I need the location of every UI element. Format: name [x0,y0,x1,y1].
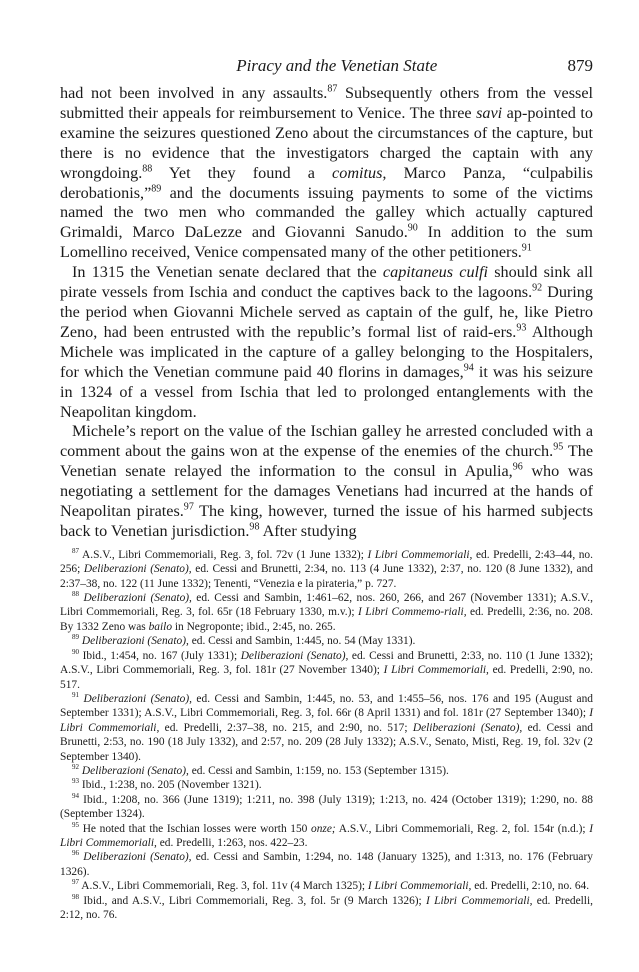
footnote [60,764,593,778]
text-run: ap-pointed to examine the seizures questioned Zeno about the circumstances of the capture, but there is no evidence that the investigators charged the captain with any wrongdoing. [60,103,593,182]
note-reference: 87 [327,83,338,95]
text-run: ed. Cessi and Sambin, 1:159, no. 153 (September 1315). [188,764,449,777]
text-run: ed. Predelli, 2:10, no. 64. [471,880,590,893]
text-run: and the documents issuing payments to some of the victims named the two men who commanded the galley which actually captured Grimaldi, Marco DaLezze and Giovanni Sanudo. [60,183,593,242]
note-reference: 95 [553,441,564,453]
italic-text: capitaneus culfi [382,263,489,282]
footnotes [60,548,593,923]
note-reference: 88 [72,590,80,599]
text-run: Ibid., and A.S.V., Libri Commemoriali, Reg. 3, fol. 5r (9 March 1326); [79,894,427,907]
text-run: ed. Predelli, 2:36, no. 208. By 1332 Zeno was [60,606,594,633]
footnote [60,591,593,634]
text-run: ed. Cessi and Sambin, 1:294, no. 148 (January 1325), and 1:313, no. 176 (February 1326). [60,851,593,878]
note-reference: 98 [72,892,80,901]
italic-text: onze; [311,822,336,835]
note-reference: 96 [512,461,523,473]
text-run: ed. Predelli, 2:90, no. 517. [60,664,593,691]
text-run: ed. Cessi and Sambin, 1:445, no. 53, and 1:455–56, nos. 176 and 195 (August and September 1331); A.S.V., Libri Commemoriali, Reg. 3, fol. 66r (8 April 1331) and fol. 181r (27 September 1340); [60,692,593,720]
note-reference: 97 [183,501,194,513]
footnote [60,894,593,923]
italic-text: Deliberazioni (Senato), [83,851,192,864]
note-reference: 90 [72,647,80,656]
italic-text: I Libri Commemoriali, [60,707,593,734]
footnote [60,793,593,822]
italic-text: bailo [148,620,173,633]
italic-text: I Libri Commemoriali, [383,664,489,677]
text-run: ed. Cessi and Brunetti, 2:53, no. 190 (18 July 1332), and 2:57, no. 209 (28 July 1332); A.S.V., Senato, Misti, Reg. 19, fol. 32v (2 September 1340). [60,721,593,763]
note-reference: 98 [249,521,260,533]
text-run: He noted that the Ischian losses were worth 150 [79,822,312,835]
italic-text: Deliberazioni (Senato), [240,649,349,662]
text-run: ed. Cessi and Brunetti, 2:34, no. 113 (4 June 1332), 2:37, no. 120 (8 June 1332), and 2:37–38, no. 122 (11 June 1332); Tenenti, “Venezia e la pirateria,” p. 727. [60,563,593,590]
italic-text: I Libri Commemo-riali, [358,606,467,619]
text-run: In 1315 the Venetian senate declared that the [72,263,383,282]
italic-text: Deliberazioni (Senato), [81,764,189,777]
body-text [60,84,593,542]
text-run: ed. Predelli, 2:12, no. 76. [60,894,593,921]
text-run: Ibid., 1:208, no. 366 (June 1319); 1:211, no. 398 (July 1319); 1:213, no. 424 (October 1319); 1:290, no. 88 (September 1324). [60,793,593,821]
text-run: The Venetian senate relayed the information to the consul in Apulia, [60,442,594,481]
text-run: Ibid., 1:238, no. 205 (November 1321). [79,779,262,792]
text-run: ed. Cessi and Sambin, 1:445, no. 54 (May 1331). [188,635,416,648]
italic-text: comitus, [332,163,387,182]
text-run: should sink all pirate vessels from Ischia and conduct the captives back to the lagoons. [60,263,593,302]
note-reference: 95 [72,820,80,829]
text-run: A.S.V., Libri Commemoriali, Reg. 2, fol. 154r (n.d.); [335,822,590,835]
text-run: After studying [259,521,357,540]
text-run: A.S.V., Libri Commemoriali, Reg. 3, fol. 11v (4 March 1325); [79,880,368,893]
running-head [60,56,593,82]
page-number: 879 [567,56,593,75]
text-run: Subsequently others from the vessel submitted their appeals for reimbursement to Venice. The three [60,84,593,122]
text-run: ed. Predelli, 1:263, nos. 422–23. [156,836,308,849]
note-reference: 97 [72,878,80,887]
text-run: who was negotiating a settlement for the damages Venetians had incurred at the hands of Neapolitan pirates. [60,462,593,521]
italic-text: Deliberazioni (Senato), [412,721,523,734]
note-reference: 90 [407,222,418,234]
paragraph [60,422,593,541]
paragraph [60,263,593,422]
note-reference: 88 [142,163,153,175]
text-run: ed. Predelli, 2:37–38, no. 215, and 2:90, no. 517; [159,721,413,734]
italic-text: Deliberazioni (Senato), [81,635,189,648]
footnote [60,822,593,851]
note-reference: 93 [72,777,80,786]
note-reference: 89 [72,633,80,642]
note-reference: 96 [72,849,80,858]
text-run: During the period when Giovanni Michele served as captain of the gulf, he, like Pietro Zeno, had been entrusted with the republic’s formal list of raid-ers. [60,283,593,341]
footnote [60,548,593,591]
text-run: Marco Panza, “culpabilis derobationis,” [60,163,593,202]
text-run: Yet they found a [152,163,333,182]
text-run: A.S.V., Libri Commemoriali, Reg. 3, fol. 72v (1 June 1332); [79,548,368,561]
note-reference: 92 [72,763,80,772]
text-run: Michele’s report on the value of the Ischian galley he arrested concluded with a comment about the gains won at the expense of the enemies of the church. [60,422,593,461]
footnote [60,778,593,792]
note-reference: 92 [532,282,543,294]
text-run: ed. Cessi and Brunetti, 2:33, no. 110 (1 June 1332); A.S.V., Libri Commemoriali, Reg. 3, fol. 181r (27 November 1340); [60,649,593,677]
note-reference: 94 [72,791,80,800]
text-run: it was his seizure in 1324 of a vessel from Ischia that led to prolonged entanglements with the Neapolitan kingdom. [60,362,593,421]
text-run: in Negroponte; ibid., 2:45, no. 265. [172,620,336,633]
text-run: Although Michele was implicated in the capture of a galley belonging to the Hospitalers, for which the Venetian commune paid 40 florins in damages, [60,322,593,381]
note-reference: 94 [463,362,474,374]
text-run: The king, however, turned the issue of his harmed subjects back to Venetian jurisdiction. [60,502,593,540]
note-reference: 87 [72,547,80,556]
italic-text: I Libri Commemoriali, [367,548,473,561]
italic-text: savi [476,103,503,122]
italic-text: Deliberazioni (Senato), [83,563,192,576]
italic-text: Deliberazioni (Senato), [83,692,192,705]
text-run: In addition to the sum Lomellino received, Venice compensated many of the other petitioners. [60,223,594,262]
text-run: ed. Predelli, 2:43–44, no. 256; [60,548,593,576]
running-title: Piracy and the Venetian State [236,56,438,75]
book-page [60,56,593,922]
footnote [60,692,593,764]
italic-text: I Libri Commemoriali, [367,880,472,893]
note-reference: 91 [72,691,80,700]
footnote [60,850,593,879]
text-run: had not been involved in any assaults. [60,84,328,102]
italic-text: Deliberazioni (Senato), [83,592,192,605]
footnote [60,634,593,648]
footnote [60,649,593,692]
note-reference: 91 [521,242,532,254]
italic-text: I Libri Commemoriali, [60,822,593,849]
italic-text: I Libri Commemoriali, [426,894,533,907]
paragraph [60,84,593,263]
text-run: Ibid., 1:454, no. 167 (July 1331); [79,649,241,662]
note-reference: 89 [151,183,162,195]
note-reference: 93 [516,322,527,334]
footnote [60,879,593,893]
text-run: ed. Cessi and Sambin, 1:461–62, nos. 260, 266, and 267 (November 1331); A.S.V., Libri Commemoriali, Reg. 3, fol. 65r (18 February 1330, m.v.); [60,592,593,619]
